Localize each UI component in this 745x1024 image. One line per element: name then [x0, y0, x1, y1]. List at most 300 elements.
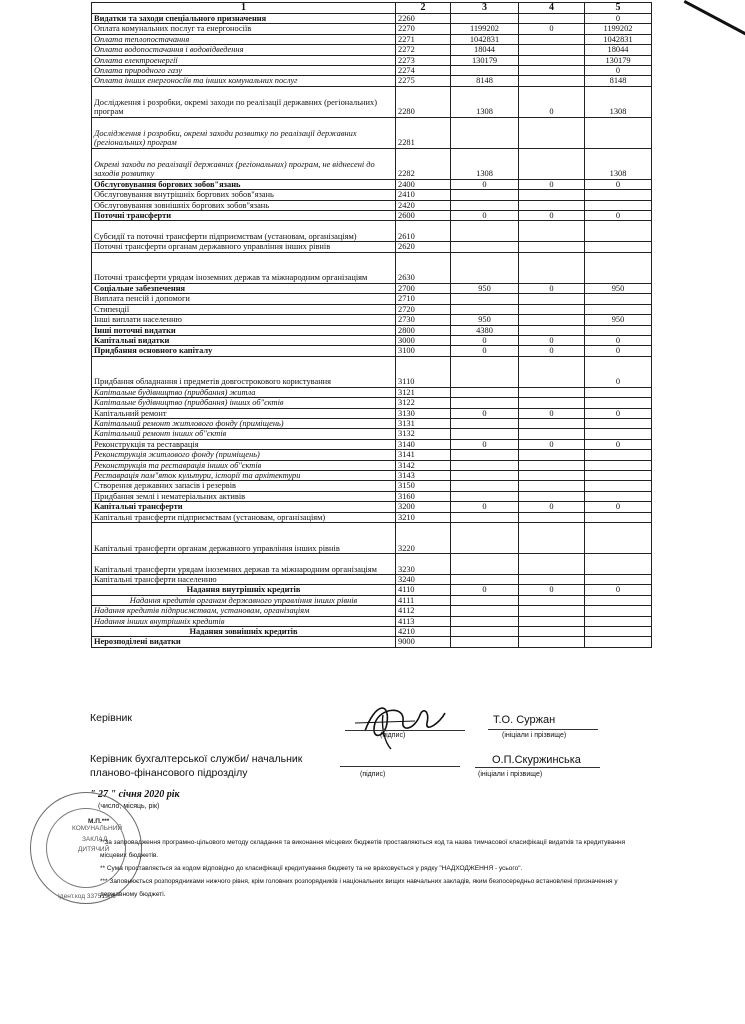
report-date: " 27 " січня 2020 рік [90, 789, 180, 800]
row-value-col4 [519, 34, 585, 44]
row-value-col3 [451, 554, 519, 575]
row-value-col5: 0 [585, 66, 652, 76]
row-value-col4 [519, 398, 585, 408]
row-code: 2700 [396, 283, 451, 293]
table-row [92, 460, 652, 470]
table-row [92, 575, 652, 585]
table-row [92, 335, 652, 345]
row-value-col5: 0 [585, 356, 652, 387]
table-row [92, 221, 652, 242]
row-value-col3: 0 [451, 179, 519, 189]
row-value-col4: 0 [519, 86, 585, 117]
row-name: Інші виплати населенню [92, 315, 396, 325]
row-value-col4: 0 [519, 335, 585, 345]
row-value-col5 [585, 221, 652, 242]
row-value-col3 [451, 575, 519, 585]
row-name: Субсидії та поточні трансферти підприємствам (установам, організаціям) [92, 221, 396, 242]
row-value-col4: 0 [519, 24, 585, 34]
row-code: 2400 [396, 179, 451, 189]
row-name: Надання внутрішніх кредитів [92, 585, 396, 595]
table-row [92, 66, 652, 76]
row-name: Реконструкція та реставрація [92, 439, 396, 449]
row-value-col5 [585, 252, 652, 283]
row-value-col5: 0 [585, 14, 652, 24]
table-row [92, 34, 652, 44]
row-name: Капітальний ремонт [92, 408, 396, 418]
row-name: Капітальні трансферти органам державного управління інших рівнів [92, 523, 396, 554]
row-code: 2282 [396, 148, 451, 179]
table-row [92, 14, 652, 24]
row-code: 3121 [396, 387, 451, 397]
row-name: Виплата пенсій і допомоги [92, 294, 396, 304]
row-code: 2720 [396, 304, 451, 314]
row-value-col4 [519, 66, 585, 76]
row-code: 3000 [396, 335, 451, 345]
row-value-col5: 130179 [585, 55, 652, 65]
table-row [92, 470, 652, 480]
row-value-col5 [585, 460, 652, 470]
row-value-col4: 0 [519, 439, 585, 449]
row-value-col3: 0 [451, 346, 519, 356]
row-name: Придбання землі і нематеріальних активів [92, 491, 396, 501]
row-value-col3 [451, 418, 519, 428]
row-name: Капітальне будівництво (придбання) інших об"єктів [92, 398, 396, 408]
row-value-col3 [451, 429, 519, 439]
acct-sign-caption: (підпис) [360, 771, 386, 778]
table-row [92, 637, 652, 647]
row-name: Реставрація пам"яток культури, історії та архітектури [92, 470, 396, 480]
row-value-col3: 0 [451, 211, 519, 221]
row-value-col4 [519, 117, 585, 148]
row-code: 3200 [396, 502, 451, 512]
row-value-col4 [519, 294, 585, 304]
row-name: Придбання обладнання і предметів довгострокового користування [92, 356, 396, 387]
row-value-col5: 1308 [585, 148, 652, 179]
table-row [92, 387, 652, 397]
row-code: 2420 [396, 200, 451, 210]
row-value-col4 [519, 315, 585, 325]
row-code: 2620 [396, 242, 451, 252]
row-value-col4 [519, 252, 585, 283]
row-value-col4 [519, 481, 585, 491]
row-value-col5 [585, 294, 652, 304]
header-col-3: 3 [451, 3, 519, 14]
row-value-col4 [519, 637, 585, 647]
row-code: 3230 [396, 554, 451, 575]
table-header-row [92, 3, 652, 14]
row-value-col4: 0 [519, 283, 585, 293]
head-signature [345, 693, 455, 753]
row-value-col5: 8148 [585, 76, 652, 86]
row-code: 3142 [396, 460, 451, 470]
row-code: 3132 [396, 429, 451, 439]
row-value-col5 [585, 481, 652, 491]
row-code: 3100 [396, 346, 451, 356]
row-value-col4 [519, 418, 585, 428]
row-name: Оплата комунальних послуг та енергоносіїв [92, 24, 396, 34]
table-row [92, 627, 652, 637]
table-row [92, 283, 652, 293]
row-name: Надання кредитів підприємствам, установам, організаціям [92, 606, 396, 616]
row-value-col3 [451, 470, 519, 480]
row-name: Капітальний ремонт інших об"єктів [92, 429, 396, 439]
table-row [92, 595, 652, 605]
row-name: Видатки та заходи спеціального призначення [92, 14, 396, 24]
row-value-col3 [451, 637, 519, 647]
row-value-col5 [585, 304, 652, 314]
row-name: Стипендії [92, 304, 396, 314]
row-value-col3 [451, 491, 519, 501]
row-name: Капітальні трансферти урядам іноземних держав та міжнародним організаціям [92, 554, 396, 575]
header-col-5: 5 [585, 3, 652, 14]
row-value-col4 [519, 45, 585, 55]
table-row [92, 242, 652, 252]
row-value-col5: 1308 [585, 86, 652, 117]
table-row [92, 325, 652, 335]
row-code: 2274 [396, 66, 451, 76]
row-value-col4 [519, 55, 585, 65]
row-value-col4 [519, 356, 585, 387]
row-code: 4110 [396, 585, 451, 595]
head-name-caption: (ініціали і прізвище) [502, 732, 567, 739]
row-name: Дослідження і розробки, окремі заходи розвитку по реалізації державних (регіональних) програм [92, 117, 396, 148]
row-value-col5 [585, 512, 652, 522]
footnotes [100, 836, 640, 901]
row-name: Надання зовнішніх кредитів [92, 627, 396, 637]
table-row [92, 481, 652, 491]
head-name: Т.О. Суржан [493, 714, 556, 726]
table-row [92, 398, 652, 408]
row-value-col4: 0 [519, 211, 585, 221]
row-value-col5 [585, 554, 652, 575]
table-row [92, 304, 652, 314]
budget-table-body [92, 3, 652, 648]
row-value-col4 [519, 512, 585, 522]
row-value-col4 [519, 14, 585, 24]
row-code: 2730 [396, 315, 451, 325]
budget-table [91, 2, 652, 648]
row-name: Окремі заходи по реалізації державних (регіональних) програм, не віднесені до заходів розвитку [92, 148, 396, 179]
row-value-col3: 1308 [451, 86, 519, 117]
row-value-col3 [451, 242, 519, 252]
row-value-col4 [519, 554, 585, 575]
row-value-col4 [519, 616, 585, 626]
table-row [92, 211, 652, 221]
row-name: Реконструкція та реставрація інших об"єктів [92, 460, 396, 470]
row-value-col3 [451, 294, 519, 304]
row-code: 3210 [396, 512, 451, 522]
row-value-col5 [585, 387, 652, 397]
report-date-caption: (число, місяць, рік) [98, 803, 160, 810]
table-row [92, 606, 652, 616]
row-value-col3 [451, 512, 519, 522]
row-value-col3: 950 [451, 315, 519, 325]
row-value-col4 [519, 606, 585, 616]
row-value-col4 [519, 523, 585, 554]
table-row [92, 86, 652, 117]
table-row [92, 585, 652, 595]
row-value-col3: 0 [451, 439, 519, 449]
row-value-col3: 8148 [451, 76, 519, 86]
row-value-col3: 0 [451, 502, 519, 512]
stamp-line3: ДИТЯЧИЙ [78, 846, 110, 853]
row-value-col5 [585, 429, 652, 439]
row-value-col3 [451, 606, 519, 616]
header-col-2: 2 [396, 3, 451, 14]
row-value-col4 [519, 387, 585, 397]
table-row [92, 616, 652, 626]
row-name: Капітальні трансферти [92, 502, 396, 512]
row-code: 9000 [396, 637, 451, 647]
row-name: Нерозподілені видатки [92, 637, 396, 647]
footnote-1: * За запровадження програмно-цільового методу складання та виконання місцевих бюджетів проставляються код та назва тимчасової класифікації видатків та кредитування місцевих бюджетів. [100, 839, 626, 859]
row-code: 3130 [396, 408, 451, 418]
table-row [92, 76, 652, 86]
acct-name: О.П.Скуржинська [492, 754, 581, 766]
table-row [92, 491, 652, 501]
row-code: 2710 [396, 294, 451, 304]
row-name: Капітальний ремонт житлового фонду (приміщень) [92, 418, 396, 428]
row-name: Обслуговування боргових зобов"язань [92, 179, 396, 189]
table-row [92, 554, 652, 575]
footnote-2: ** Сума проставляється за кодом відповідно до класифікації кредитування бюджету та не враховується у рядку "НАДХОДЖЕННЯ - усього". [100, 865, 523, 872]
row-name: Поточні трансферти органам державного управління інших рівнів [92, 242, 396, 252]
table-row [92, 24, 652, 34]
row-name: Обслуговування внутрішніх боргових зобов"язань [92, 190, 396, 200]
row-code: 3122 [396, 398, 451, 408]
row-name: Поточні трансферти урядам іноземних держав та міжнародним організаціям [92, 252, 396, 283]
row-value-col4 [519, 575, 585, 585]
table-row [92, 190, 652, 200]
row-value-col3: 950 [451, 283, 519, 293]
row-value-col5: 0 [585, 346, 652, 356]
row-code: 2281 [396, 117, 451, 148]
row-code: 3150 [396, 481, 451, 491]
pen-stroke-mark [684, 0, 745, 40]
row-value-col4 [519, 242, 585, 252]
row-code: 2630 [396, 252, 451, 283]
row-code: 3140 [396, 439, 451, 449]
table-row [92, 55, 652, 65]
row-value-col5 [585, 523, 652, 554]
row-value-col5 [585, 575, 652, 585]
header-col-1: 1 [92, 3, 396, 14]
row-value-col3 [451, 117, 519, 148]
row-value-col4 [519, 450, 585, 460]
row-name: Дослідження і розробки, окремі заходи по реалізації державних (регіональних) програм [92, 86, 396, 117]
row-name: Оплата електроенергії [92, 55, 396, 65]
row-value-col5: 0 [585, 211, 652, 221]
row-value-col5 [585, 627, 652, 637]
row-name: Оплата водопостачання і водовідведення [92, 45, 396, 55]
row-code: 2273 [396, 55, 451, 65]
row-value-col4 [519, 200, 585, 210]
table-row [92, 200, 652, 210]
row-value-col3: 130179 [451, 55, 519, 65]
row-value-col5 [585, 200, 652, 210]
row-value-col4 [519, 595, 585, 605]
table-row [92, 408, 652, 418]
row-value-col5: 0 [585, 179, 652, 189]
row-value-col4 [519, 190, 585, 200]
row-value-col3 [451, 221, 519, 242]
table-row [92, 346, 652, 356]
row-value-col4 [519, 76, 585, 86]
row-value-col4: 0 [519, 585, 585, 595]
row-value-col3 [451, 387, 519, 397]
row-value-col5 [585, 190, 652, 200]
row-code: 2272 [396, 45, 451, 55]
row-value-col3 [451, 627, 519, 637]
row-value-col3: 4380 [451, 325, 519, 335]
row-value-col4 [519, 470, 585, 480]
row-value-col3 [451, 190, 519, 200]
row-code: 3141 [396, 450, 451, 460]
row-code: 2270 [396, 24, 451, 34]
row-value-col5 [585, 450, 652, 460]
row-value-col4: 0 [519, 502, 585, 512]
row-value-col4: 0 [519, 408, 585, 418]
header-col-4: 4 [519, 3, 585, 14]
row-value-col3: 0 [451, 335, 519, 345]
row-value-col4 [519, 148, 585, 179]
table-row [92, 356, 652, 387]
row-name: Реконструкція житлового фонду (приміщень) [92, 450, 396, 460]
row-value-col3: 0 [451, 585, 519, 595]
row-name: Соціальне забезпечення [92, 283, 396, 293]
acct-name-caption: (ініціали і прізвище) [478, 771, 543, 778]
row-value-col5: 950 [585, 283, 652, 293]
row-name: Капітальні трансферти підприємствам (установам, організаціям) [92, 512, 396, 522]
row-name: Надання інших внутрішніх кредитів [92, 616, 396, 626]
row-code: 3143 [396, 470, 451, 480]
row-name: Поточні трансферти [92, 211, 396, 221]
row-code: 2260 [396, 14, 451, 24]
row-name: Обслуговування зовнішніх боргових зобов"язань [92, 200, 396, 210]
row-code: 3240 [396, 575, 451, 585]
head-sign-caption: (підпис) [380, 732, 406, 739]
row-value-col5: 18044 [585, 45, 652, 55]
table-row [92, 512, 652, 522]
table-row [92, 117, 652, 148]
table-row [92, 45, 652, 55]
row-value-col5: 0 [585, 502, 652, 512]
row-value-col4 [519, 304, 585, 314]
row-value-col3 [451, 460, 519, 470]
row-value-col5: 0 [585, 585, 652, 595]
row-value-col3 [451, 481, 519, 491]
row-value-col5: 1042831 [585, 34, 652, 44]
row-value-col5 [585, 418, 652, 428]
stamp-code: Ідент.код 33751906 [58, 893, 116, 900]
row-code: 2800 [396, 325, 451, 335]
row-value-col3: 1042831 [451, 34, 519, 44]
row-value-col5 [585, 595, 652, 605]
row-code: 4112 [396, 606, 451, 616]
row-value-col3 [451, 450, 519, 460]
row-name: Капітальні видатки [92, 335, 396, 345]
row-name: Створення державних запасів і резервів [92, 481, 396, 491]
row-name: Надання кредитів органам державного управління інших рівнів [92, 595, 396, 605]
table-row [92, 294, 652, 304]
row-value-col4: 0 [519, 346, 585, 356]
row-value-col5 [585, 470, 652, 480]
row-name: Інші поточні видатки [92, 325, 396, 335]
row-value-col5 [585, 606, 652, 616]
row-value-col3: 1308 [451, 148, 519, 179]
row-value-col4 [519, 221, 585, 242]
row-value-col5: 950 [585, 315, 652, 325]
row-value-col3 [451, 66, 519, 76]
row-code: 3160 [396, 491, 451, 501]
row-value-col5 [585, 325, 652, 335]
table-row [92, 450, 652, 460]
row-value-col5 [585, 491, 652, 501]
row-code: 4113 [396, 616, 451, 626]
row-value-col5: 0 [585, 439, 652, 449]
row-code: 2271 [396, 34, 451, 44]
row-code: 2600 [396, 211, 451, 221]
table-row [92, 429, 652, 439]
table-row [92, 439, 652, 449]
table-row [92, 179, 652, 189]
acct-label-line1: Керівник бухгалтерської служби/ начальник [90, 753, 303, 765]
row-value-col3: 0 [451, 408, 519, 418]
row-value-col5 [585, 398, 652, 408]
row-value-col4: 0 [519, 179, 585, 189]
row-code: 4111 [396, 595, 451, 605]
row-name: Придбання основного капіталу [92, 346, 396, 356]
row-value-col3 [451, 595, 519, 605]
row-code: 3220 [396, 523, 451, 554]
row-value-col4 [519, 491, 585, 501]
row-value-col3 [451, 200, 519, 210]
row-code: 3131 [396, 418, 451, 428]
row-code: 4210 [396, 627, 451, 637]
row-name: Капітальне будівництво (придбання) житла [92, 387, 396, 397]
row-code: 2610 [396, 221, 451, 242]
stamp-mp-label: М.П.*** [88, 818, 110, 825]
row-value-col5 [585, 616, 652, 626]
row-value-col3 [451, 523, 519, 554]
row-code: 3110 [396, 356, 451, 387]
row-value-col5 [585, 242, 652, 252]
row-value-col3 [451, 616, 519, 626]
row-code: 2410 [396, 190, 451, 200]
row-name: Оплата інших енергоносіїв та інших комунальних послуг [92, 76, 396, 86]
row-value-col3 [451, 356, 519, 387]
table-row [92, 523, 652, 554]
row-name: Оплата теплопостачання [92, 34, 396, 44]
table-row [92, 418, 652, 428]
row-value-col5 [585, 637, 652, 647]
row-value-col5: 0 [585, 408, 652, 418]
table-row [92, 502, 652, 512]
row-value-col3 [451, 252, 519, 283]
row-value-col5: 1199202 [585, 24, 652, 34]
row-value-col4 [519, 429, 585, 439]
row-value-col5: 0 [585, 335, 652, 345]
row-value-col3: 1199202 [451, 24, 519, 34]
row-code: 2275 [396, 76, 451, 86]
row-code: 2280 [396, 86, 451, 117]
row-value-col4 [519, 627, 585, 637]
row-name: Капітальні трансферти населенню [92, 575, 396, 585]
footnote-3: *** Заповнюється розпорядниками нижчого рівня, крім головних розпорядників і національних вищих навчальних закладів, яким безпосередньо встановлені призначення у державному бюджеті. [100, 878, 618, 898]
head-label: Керівник [90, 712, 132, 724]
row-value-col5 [585, 117, 652, 148]
row-value-col3: 18044 [451, 45, 519, 55]
